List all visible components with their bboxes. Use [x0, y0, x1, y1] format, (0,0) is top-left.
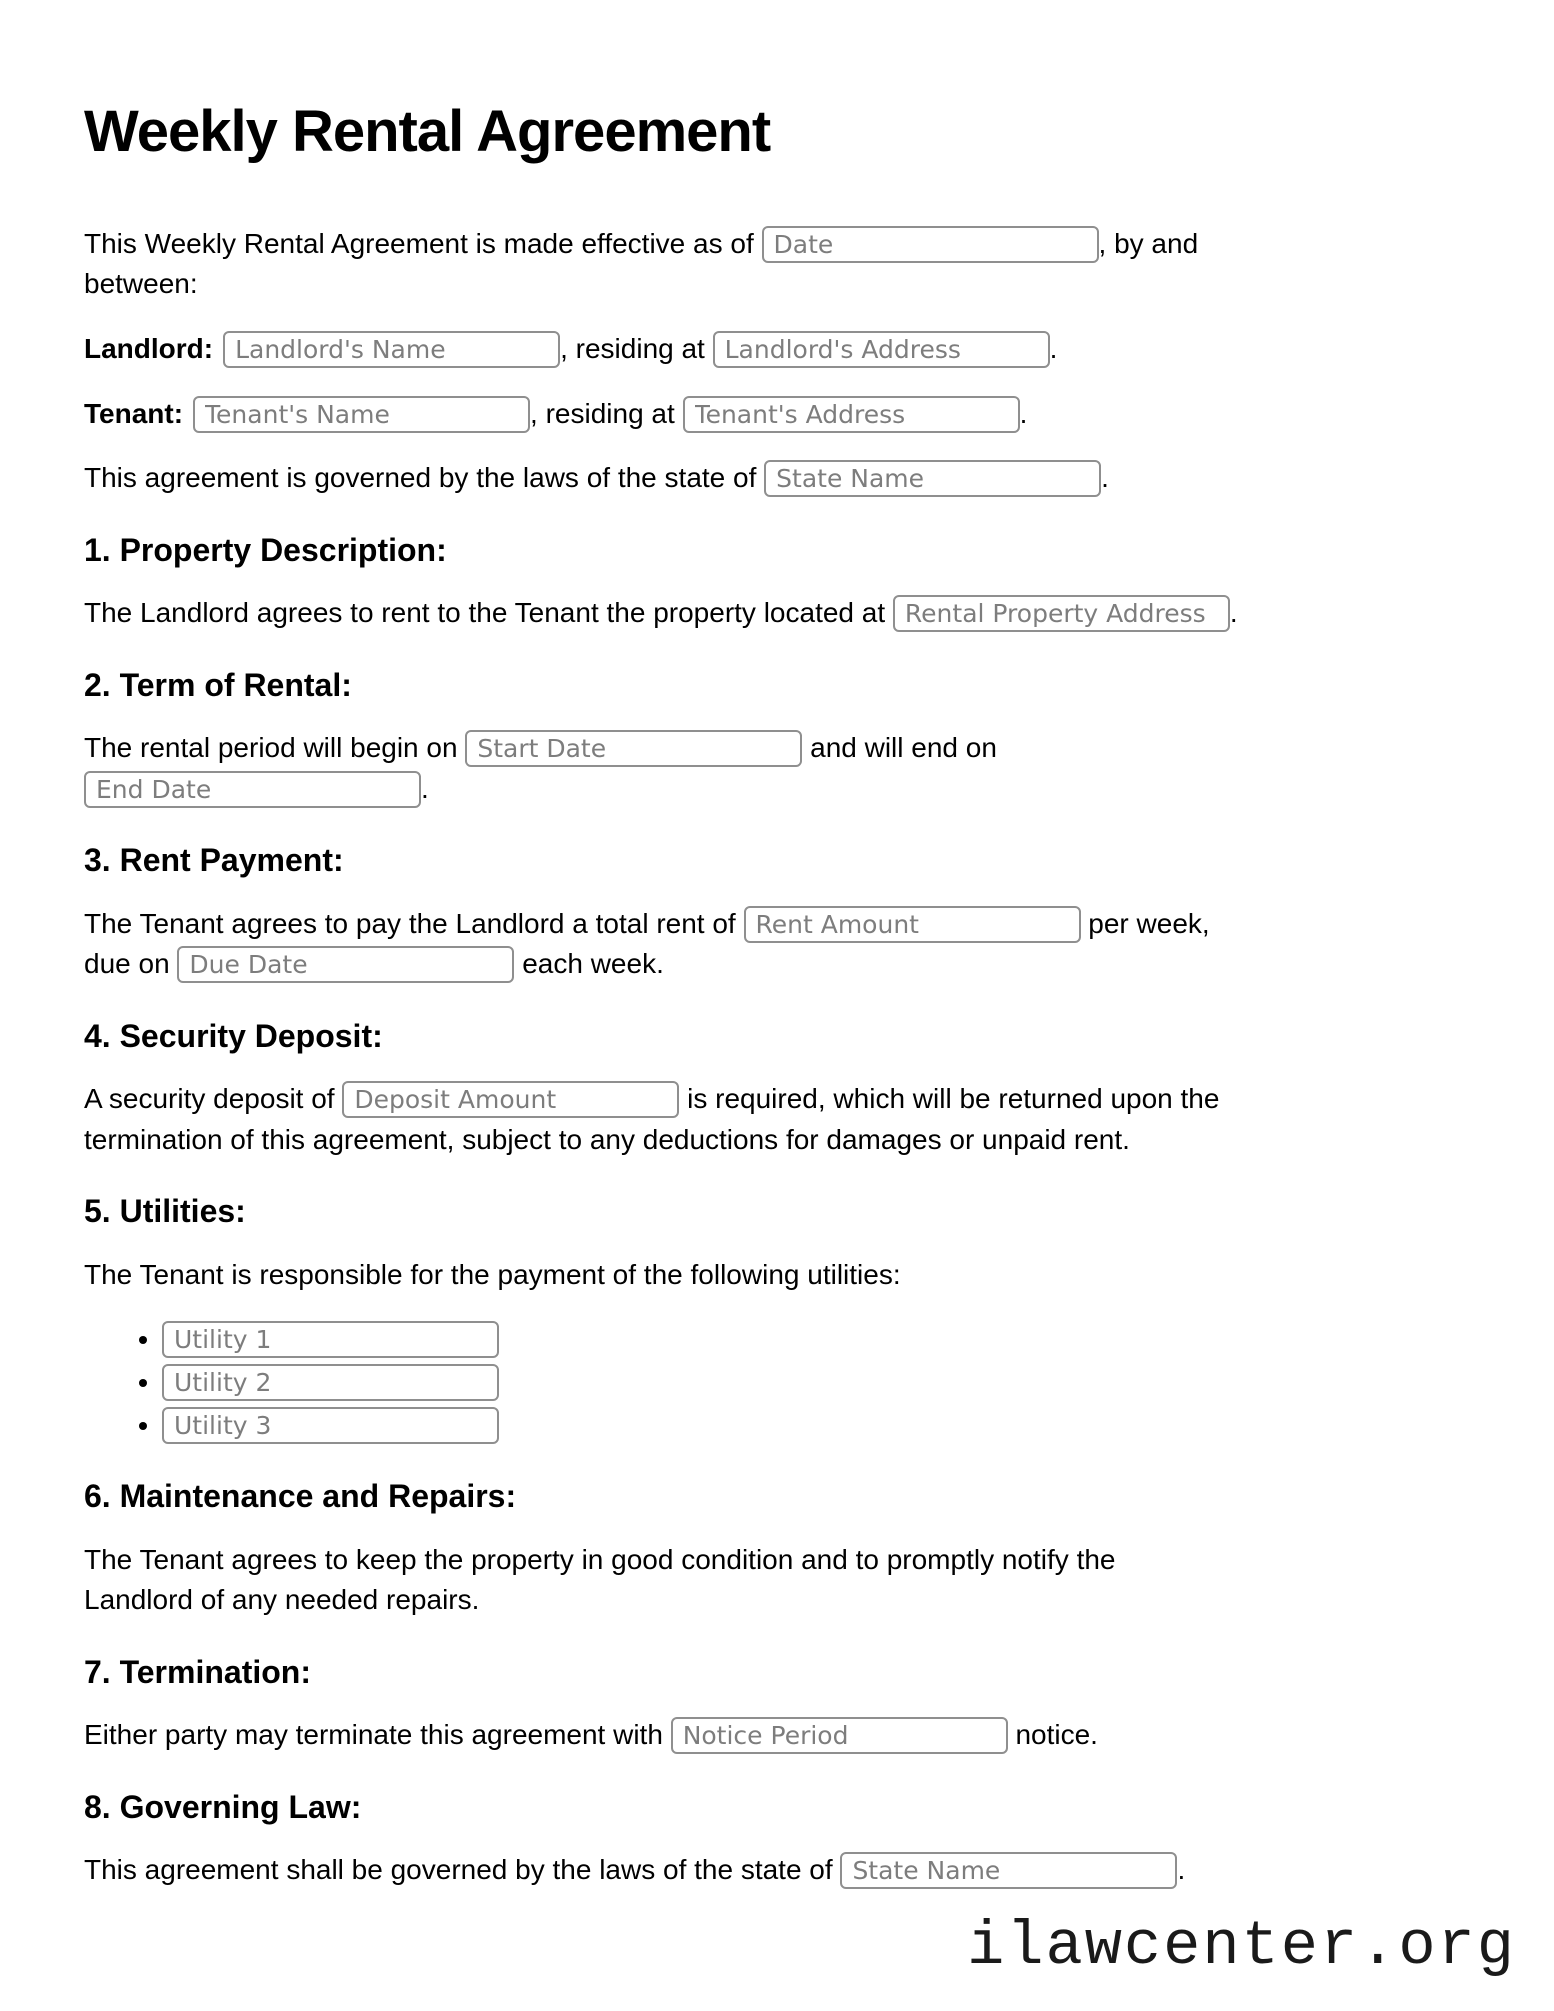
- text-run: .: [1229, 597, 1238, 629]
- governing-state-input[interactable]: [840, 1852, 1177, 1889]
- text-run: Either party may terminate this agreement with: [84, 1719, 671, 1751]
- due-date-input[interactable]: [177, 946, 514, 983]
- list-item: [162, 1405, 1470, 1446]
- text-run: This Weekly Rental Agreement is made effective as of: [84, 227, 762, 259]
- text-run: is required, which will be returned upon the: [679, 1083, 1220, 1115]
- utility-2-input[interactable]: [162, 1364, 499, 1401]
- text-run: , by and: [1098, 227, 1199, 259]
- tenant-address-input[interactable]: [683, 396, 1020, 433]
- tenant-row: [84, 394, 1470, 435]
- text-run: This agreement is governed by the laws of the state of: [84, 462, 765, 494]
- state-name-input[interactable]: [764, 460, 1101, 497]
- landlord-label: Landlord:: [84, 332, 214, 364]
- text-run: per week,: [1080, 907, 1210, 939]
- text-run: The Tenant agrees to keep the property in good condition and to promptly notify the: [84, 1543, 1116, 1575]
- page-title: Weekly Rental Agreement: [84, 99, 771, 164]
- section-heading-termination: 7. Termination:: [84, 1653, 311, 1690]
- rental-property-address-input[interactable]: [893, 595, 1230, 632]
- text-run: .: [421, 772, 429, 804]
- notice-period-input[interactable]: [671, 1717, 1008, 1754]
- utility-1-input[interactable]: [162, 1321, 499, 1358]
- text-run: and will end on: [802, 732, 997, 764]
- utility-list: [84, 1319, 1470, 1445]
- section-heading-deposit: 4. Security Deposit:: [84, 1017, 383, 1054]
- section-heading-utilities: 5. Utilities:: [84, 1193, 246, 1230]
- deposit-paragraph: [84, 1079, 1470, 1160]
- list-item: [162, 1319, 1470, 1360]
- governing-paragraph: [84, 1850, 1470, 1891]
- list-item: [162, 1362, 1470, 1403]
- landlord-address-input[interactable]: [713, 331, 1050, 368]
- term-paragraph: [84, 728, 1470, 809]
- maintenance-paragraph: [84, 1540, 1470, 1621]
- text-run: , residing at: [560, 332, 713, 364]
- property-paragraph: [84, 593, 1470, 634]
- text-run: The rental period will begin on: [84, 732, 466, 764]
- text-run: .: [1177, 1854, 1186, 1886]
- start-date-input[interactable]: [465, 730, 802, 767]
- landlord-row: [84, 329, 1470, 370]
- rent-amount-input[interactable]: [744, 906, 1081, 943]
- text-run: .: [1019, 397, 1028, 429]
- landlord-name-input[interactable]: [223, 331, 560, 368]
- text-run: .: [1049, 332, 1058, 364]
- tenant-name-input[interactable]: [193, 396, 530, 433]
- end-date-input[interactable]: [84, 771, 421, 808]
- text-run: The Tenant agrees to pay the Landlord a total rent of: [84, 907, 744, 939]
- text-run: between:: [84, 268, 198, 300]
- section-heading-governing: 8. Governing Law:: [84, 1788, 362, 1825]
- text-run: A security deposit of: [84, 1083, 343, 1115]
- tenant-label: Tenant:: [84, 397, 184, 429]
- text-run: , residing at: [530, 397, 683, 429]
- date-input[interactable]: [762, 226, 1099, 263]
- intro-paragraph: [84, 224, 1470, 305]
- section-heading-rent: 3. Rent Payment:: [84, 842, 344, 879]
- text-run: .: [1101, 462, 1109, 494]
- termination-paragraph: [84, 1715, 1470, 1756]
- text-run: Landlord of any needed repairs.: [84, 1584, 480, 1616]
- utilities-intro-paragraph: The Tenant is responsible for the payment of the following utilities:: [84, 1258, 901, 1290]
- text-run: due on: [84, 948, 178, 980]
- rent-paragraph: [84, 904, 1470, 985]
- site-watermark: ilawcenter.org: [967, 1911, 1516, 1982]
- section-heading-property: 1. Property Description:: [84, 531, 447, 568]
- section-heading-term: 2. Term of Rental:: [84, 666, 352, 703]
- text-run: This agreement shall be governed by the laws of the state of: [84, 1854, 841, 1886]
- text-run: termination of this agreement, subject to any deductions for damages or unpaid rent.: [84, 1123, 1130, 1155]
- section-heading-maintenance: 6. Maintenance and Repairs:: [84, 1478, 517, 1515]
- text-run: each week.: [514, 948, 664, 980]
- utility-3-input[interactable]: [162, 1407, 499, 1444]
- deposit-amount-input[interactable]: [342, 1081, 679, 1118]
- governed-intro-paragraph: [84, 458, 1470, 499]
- text-run: The Landlord agrees to rent to the Tenant the property located at: [84, 597, 893, 629]
- text-run: notice.: [1007, 1719, 1098, 1751]
